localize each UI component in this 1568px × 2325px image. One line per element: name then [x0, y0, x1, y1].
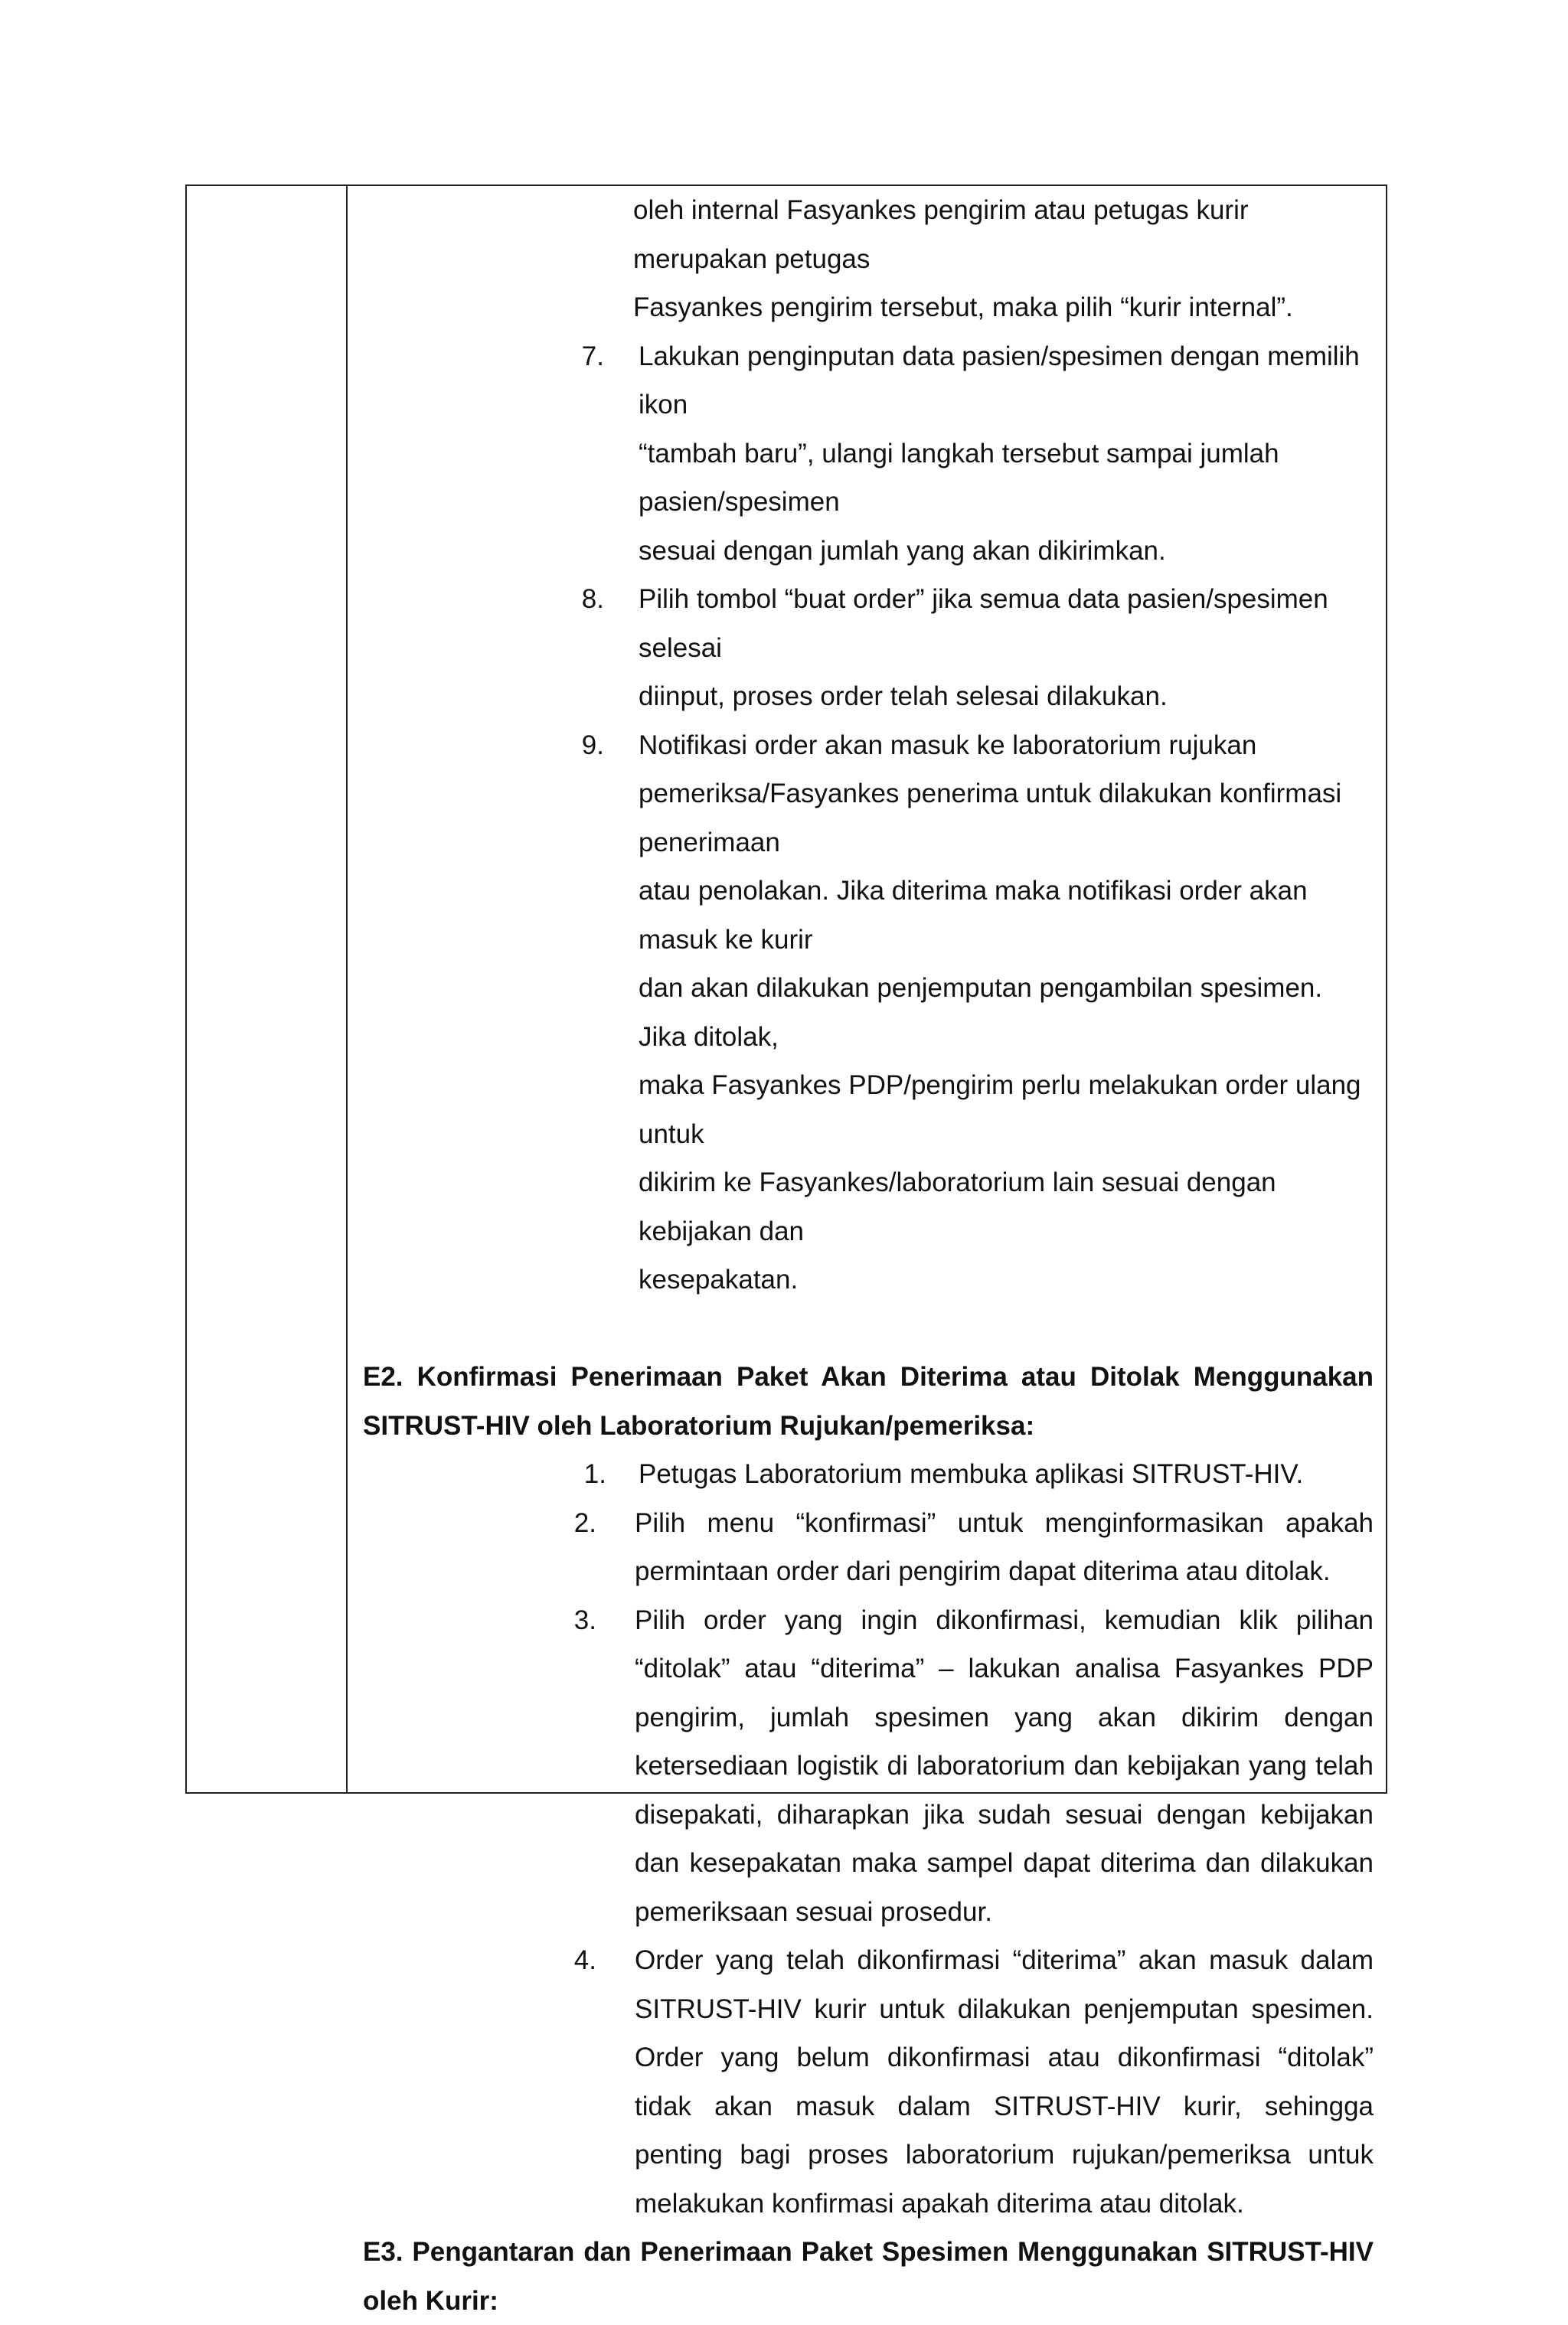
list-item-2	[363, 1499, 1374, 1596]
section-heading-e3: E3. Pengantaran dan Penerimaan Paket Spesimen Menggunakan SITRUST-HIV oleh Kurir:	[363, 2237, 1374, 2316]
list-number: 1.	[583, 1459, 606, 1489]
continued-paragraph	[363, 186, 1374, 332]
numbered-list-steps	[363, 332, 1374, 1305]
list-number: 3.	[573, 1605, 596, 1635]
spacer	[363, 1305, 1374, 1354]
list-number: 8.	[581, 584, 604, 614]
text-line: dan akan dilakukan penjemputan pengambilan spesimen. Jika ditolak,	[639, 973, 1323, 1052]
text-line: oleh internal Fasyankes pengirim atau petugas kurir merupakan petugas	[633, 195, 1249, 274]
section-heading-e2: E2. Konfirmasi Penerimaan Paket Akan Diterima atau Ditolak Menggunakan SITRUST-HIV oleh Laboratorium Rujukan/pemeriksa:	[363, 1362, 1374, 1441]
text-line: Fasyankes pengirim tersebut, maka pilih “kurir internal”.	[633, 292, 1293, 322]
list-item-text: Pilih order yang ingin dikonfirmasi, kemudian klik pilihan “ditolak” atau “diterima” – lakukan analisa Fasyankes PDP pengirim, jumlah spesimen yang akan dikirim dengan ketersediaan logistik di laboratorium dan kebijakan yang telah disepakati, diharapkan jika sudah sesuai dengan kebijakan dan kesepakatan maka sampel dapat diterima dan dilakukan pemeriksaan sesuai prosedur.	[635, 1605, 1374, 1927]
text-line: maka Fasyankes PDP/pengirim perlu melakukan order ulang untuk	[639, 1070, 1361, 1149]
text-line: Pilih tombol “buat order” jika semua data pasien/spesimen selesai	[639, 584, 1328, 663]
table-cell-content	[363, 186, 1374, 2325]
column-divider	[346, 186, 348, 1792]
list-number: 9.	[581, 730, 604, 760]
list-number: 4.	[573, 1945, 596, 1975]
content-table	[185, 184, 1387, 2316]
text-line: Notifikasi order akan masuk ke laboratorium rujukan	[639, 730, 1257, 760]
list-item-text: Pilih menu “konfirmasi” untuk menginformasikan apakah permintaan order dari pengirim dapat diterima atau ditolak.	[635, 1507, 1374, 1586]
list-item-3	[363, 1596, 1374, 1937]
text-line: kesepakatan.	[639, 1265, 799, 1295]
list-item-8	[363, 575, 1374, 721]
text-line: Lakukan penginputan data pasien/spesimen dengan memilih ikon	[639, 341, 1360, 420]
text-line: sesuai dengan jumlah yang akan dikirimkan.	[639, 535, 1166, 566]
list-item-text: Petugas Laboratorium membuka aplikasi SITRUST-HIV.	[639, 1459, 1304, 1489]
list-item-4	[363, 1936, 1374, 2228]
list-number: 7.	[581, 341, 604, 371]
text-line: diinput, proses order telah selesai dilakukan.	[639, 681, 1168, 711]
text-line: dikirim ke Fasyankes/laboratorium lain sesuai dengan kebijakan dan	[639, 1167, 1276, 1246]
list-item-9	[363, 721, 1374, 1305]
list-number: 2.	[573, 1507, 596, 1538]
numbered-list-confirmation	[363, 1450, 1374, 2228]
list-item-1	[363, 1450, 1374, 1499]
text-line: “tambah baru”, ulangi langkah tersebut sampai jumlah pasien/spesimen	[639, 438, 1279, 517]
list-item-7	[363, 332, 1374, 576]
text-line: pemeriksa/Fasyankes penerima untuk dilakukan konfirmasi penerimaan	[639, 779, 1342, 857]
list-item-text: Order yang telah dikonfirmasi “diterima” akan masuk dalam SITRUST-HIV kurir untuk dilakukan penjemputan spesimen. Order yang belum dikonfirmasi atau dikonfirmasi “ditolak” tidak akan masuk dalam SITRUST-HIV kurir, sehingga penting bagi proses laboratorium rujukan/pemeriksa untuk melakukan konfirmasi apakah diterima atau ditolak.	[635, 1945, 1374, 2219]
text-line: atau penolakan. Jika diterima maka notifikasi order akan masuk ke kurir	[639, 876, 1308, 955]
